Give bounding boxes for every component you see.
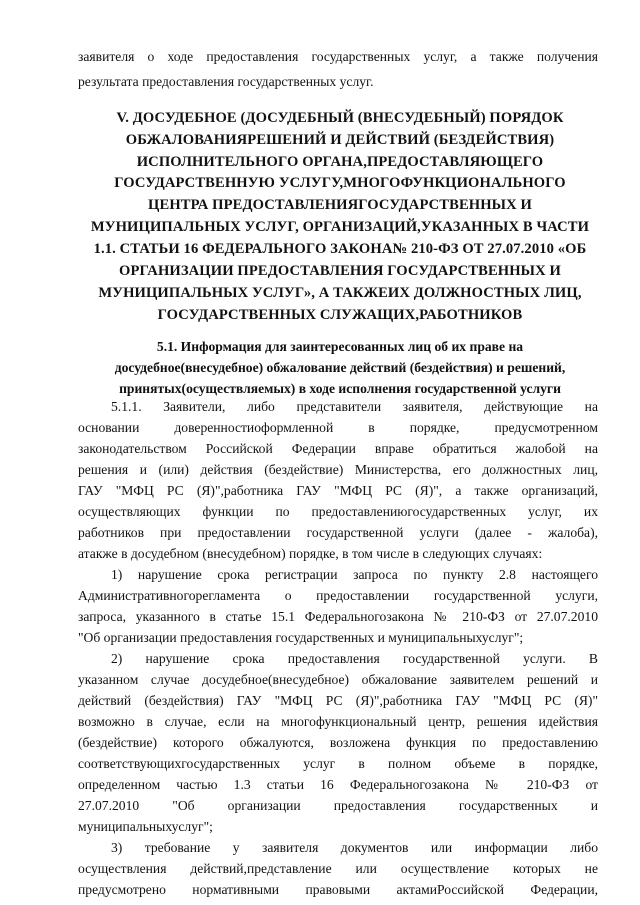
body-line-5: ГАУ "МФЦ РС (Я)",работника ГАУ "МФЦ РС (Я)", а также организаций, — [78, 483, 598, 498]
section-heading-line-3: ИСПОЛНИТЕЛЬНОГО ОРГАНА,ПРЕДОСТАВЛЯЮЩЕГО — [136, 154, 544, 170]
body-line-11: запроса, указанного в статье 15.1 Федеральногозакона № 210-ФЗ от 27.07.2010 — [78, 609, 598, 624]
body-line-17: (бездействие) которого обжалуются, возложена функция по предоставлению — [78, 735, 598, 750]
section-heading-line-8: ОРГАНИЗАЦИИ ПРЕДОСТАВЛЕНИЯ ГОСУДАРСТВЕННЫХ И — [119, 263, 561, 279]
section-heading-line-1: V. ДОСУДЕБНОЕ (ДОСУДЕБНЫЙ (ВНЕСУДЕБНЫЙ) ПОРЯДОК — [116, 110, 564, 126]
body-line-1: 5.1.1. Заявители, либо представители заявителя, действующие на — [111, 399, 598, 414]
intro-line-1: заявителя о ходе предоставления государственных услуг, а также получения — [78, 49, 598, 64]
body-line-22: 3) требование у заявителя документов или информации либо — [111, 840, 598, 855]
section-heading-line-5: ЦЕНТРА ПРЕДОСТАВЛЕНИЯГОСУДАРСТВЕННЫХ И — [148, 197, 532, 213]
body-line-23: осуществления действий,представление или осуществление которых не — [78, 861, 598, 876]
body-line-18: соответствующихгосударственных услуг в полном объеме в порядке, — [78, 756, 598, 771]
body-line-6: осуществляющих функции по предоставлениюгосударственных услуг, их — [78, 504, 598, 519]
subsection-heading-line-3: принятых(осуществляемых) в ходе исполнения государственной услуги — [119, 381, 561, 396]
body-line-7: работников при предоставлении государственной услуги (далее - жалоба), — [78, 525, 598, 540]
body-line-10: Административногорегламента о предоставлении государственной услуги, — [78, 588, 598, 603]
body-line-4: решения и (или) действия (бездействие) Министерства, его должностных лиц, — [78, 462, 598, 477]
subsection-heading-line-2: досудебное(внесудебное) обжалование действий (бездействия) и решений, — [114, 360, 566, 375]
body-line-16: возможно в случае, если на многофункциональный центр, решения идействия — [78, 714, 598, 729]
body-line-9: 1) нарушение срока регистрации запроса по пункту 2.8 настоящего — [111, 567, 598, 582]
section-heading-line-2: ОБЖАЛОВАНИЯРЕШЕНИЙ И ДЕЙСТВИЙ (БЕЗДЕЙСТВИЯ) — [125, 132, 555, 148]
section-heading-line-7: 1.1. СТАТЬИ 16 ФЕДЕРАЛЬНОГО ЗАКОНА№ 210-ФЗ ОТ 27.07.2010 «ОБ — [93, 241, 587, 257]
body-line-8: атакже в досудебном (внесудебном) порядке, в том числе в следующих случаях: — [78, 546, 543, 561]
body-line-24: предусмотрено нормативными правовыми актамиРоссийской Федерации, — [78, 882, 598, 897]
section-heading-line-6: МУНИЦИПАЛЬНЫХ УСЛУГ, ОРГАНИЗАЦИЙ,УКАЗАННЫХ В ЧАСТИ — [90, 219, 590, 235]
body-line-20: 27.07.2010 "Об организации предоставления государственных и — [78, 798, 598, 813]
body-line-19: определенном частью 1.3 статьи 16 Федеральногозакона № 210-ФЗ от — [78, 777, 598, 792]
body-line-13: 2) нарушение срока предоставления государственной услуги. В — [111, 651, 598, 666]
body-line-14: указанном случае досудебное(внесудебное) обжалование заявителем решений и — [78, 672, 598, 687]
body-line-21: муниципальныхуслуг"; — [78, 819, 213, 834]
section-heading-line-10: ГОСУДАРСТВЕННЫХ СЛУЖАЩИХ,РАБОТНИКОВ — [157, 307, 523, 323]
body-line-15: действий (бездействия) ГАУ "МФЦ РС (Я)",работника ГАУ "МФЦ РС (Я)" — [78, 693, 598, 708]
body-line-12: "Об организации предоставления государственных и муниципальныхуслуг"; — [78, 630, 524, 645]
subsection-heading-line-1: 5.1. Информация для заинтересованных лиц об их праве на — [156, 339, 524, 354]
section-heading-line-4: ГОСУДАРСТВЕННУЮ УСЛУГУ,МНОГОФУНКЦИОНАЛЬНОГО — [114, 175, 566, 191]
body-line-3: законодательством Российской Федерации вправе обратиться жалобой на — [78, 441, 598, 456]
intro-line-2: результата предоставления государственных услуг. — [78, 74, 374, 89]
section-heading-line-9: МУНИЦИПАЛЬНЫХ УСЛУГ», А ТАКЖЕИХ ДОЛЖНОСТНЫХ ЛИЦ, — [98, 285, 582, 301]
body-line-2: основании доверенностиоформленной в порядке, предусмотренном — [78, 420, 598, 435]
